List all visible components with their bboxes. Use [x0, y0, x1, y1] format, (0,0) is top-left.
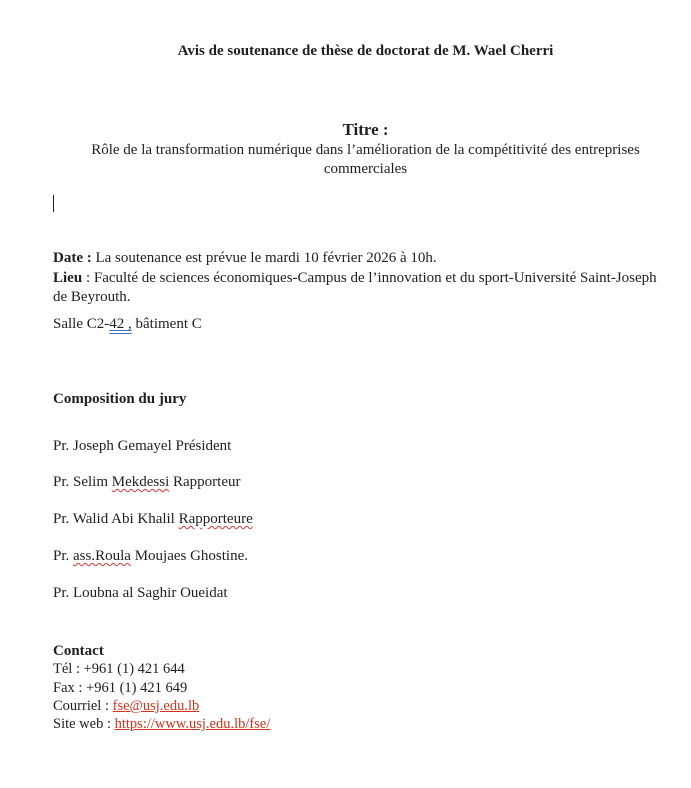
thesis-title-text: Rôle de la transformation numérique dans l’amélioration de la compétitivité des entreprises commerciales — [91, 142, 640, 177]
jury-member-role: Rapporteur — [169, 474, 241, 490]
contact-heading: Contact — [53, 643, 104, 659]
website-link[interactable]: https://www.usj.edu.lb/fse/ — [114, 716, 271, 732]
spellcheck-flagged-word[interactable]: Rapporteure — [178, 511, 253, 527]
contact-fax: Fax : +961 (1) 421 649 — [53, 680, 188, 696]
lieu-label: Lieu — [53, 270, 83, 286]
jury-member-text: Pr. Walid Abi Khalil — [53, 511, 179, 527]
jury-member-text: Pr. Loubna al Saghir Oueidat — [53, 585, 228, 601]
jury-member-5 — [53, 585, 228, 602]
jury-heading: Composition du jury — [53, 391, 187, 407]
lieu-text: : Faculté de sciences économiques-Campus de l’innovation et du sport-Université Saint-Joseph de Beyrouth. — [53, 270, 657, 305]
jury-member-text: Pr. Selim — [53, 474, 112, 490]
salle-prefix: Salle C2- — [53, 316, 110, 332]
text-cursor[interactable] — [53, 195, 54, 212]
thesis-title-label: Titre : — [342, 120, 389, 139]
jury-member-3 — [53, 511, 253, 528]
email-link[interactable]: fse@usj.edu.lb — [112, 698, 200, 714]
jury-member-role: Moujaes Ghostine. — [130, 548, 249, 564]
courriel-label: Courriel : — [53, 698, 113, 714]
date-label: Date : — [53, 250, 92, 266]
date-text: La soutenance est prévue le mardi 10 février 2026 à 10h. — [91, 250, 437, 266]
jury-member-1 — [53, 438, 231, 455]
date-line — [53, 250, 437, 267]
contact-courriel-line — [53, 698, 199, 715]
jury-member-text: Pr. — [53, 548, 74, 564]
spellcheck-flagged-word[interactable]: Mekdessi — [111, 474, 170, 490]
site-label: Site web : — [53, 716, 115, 732]
salle-suffix: bâtiment C — [131, 316, 202, 332]
jury-member-4 — [53, 548, 248, 565]
jury-member-2 — [53, 474, 241, 491]
spellcheck-flagged-word[interactable]: ass.Roula — [73, 548, 131, 564]
salle-line — [53, 316, 202, 333]
jury-member-text: Pr. Joseph Gemayel Président — [53, 438, 232, 454]
document-header-title: Avis de soutenance de thèse de doctorat de M. Wael Cherri — [177, 43, 554, 59]
salle-number[interactable]: 42 , — [109, 316, 132, 332]
contact-tel: Tél : +961 (1) 421 644 — [53, 661, 185, 677]
lieu-line — [53, 269, 663, 307]
contact-site-line — [53, 716, 270, 733]
